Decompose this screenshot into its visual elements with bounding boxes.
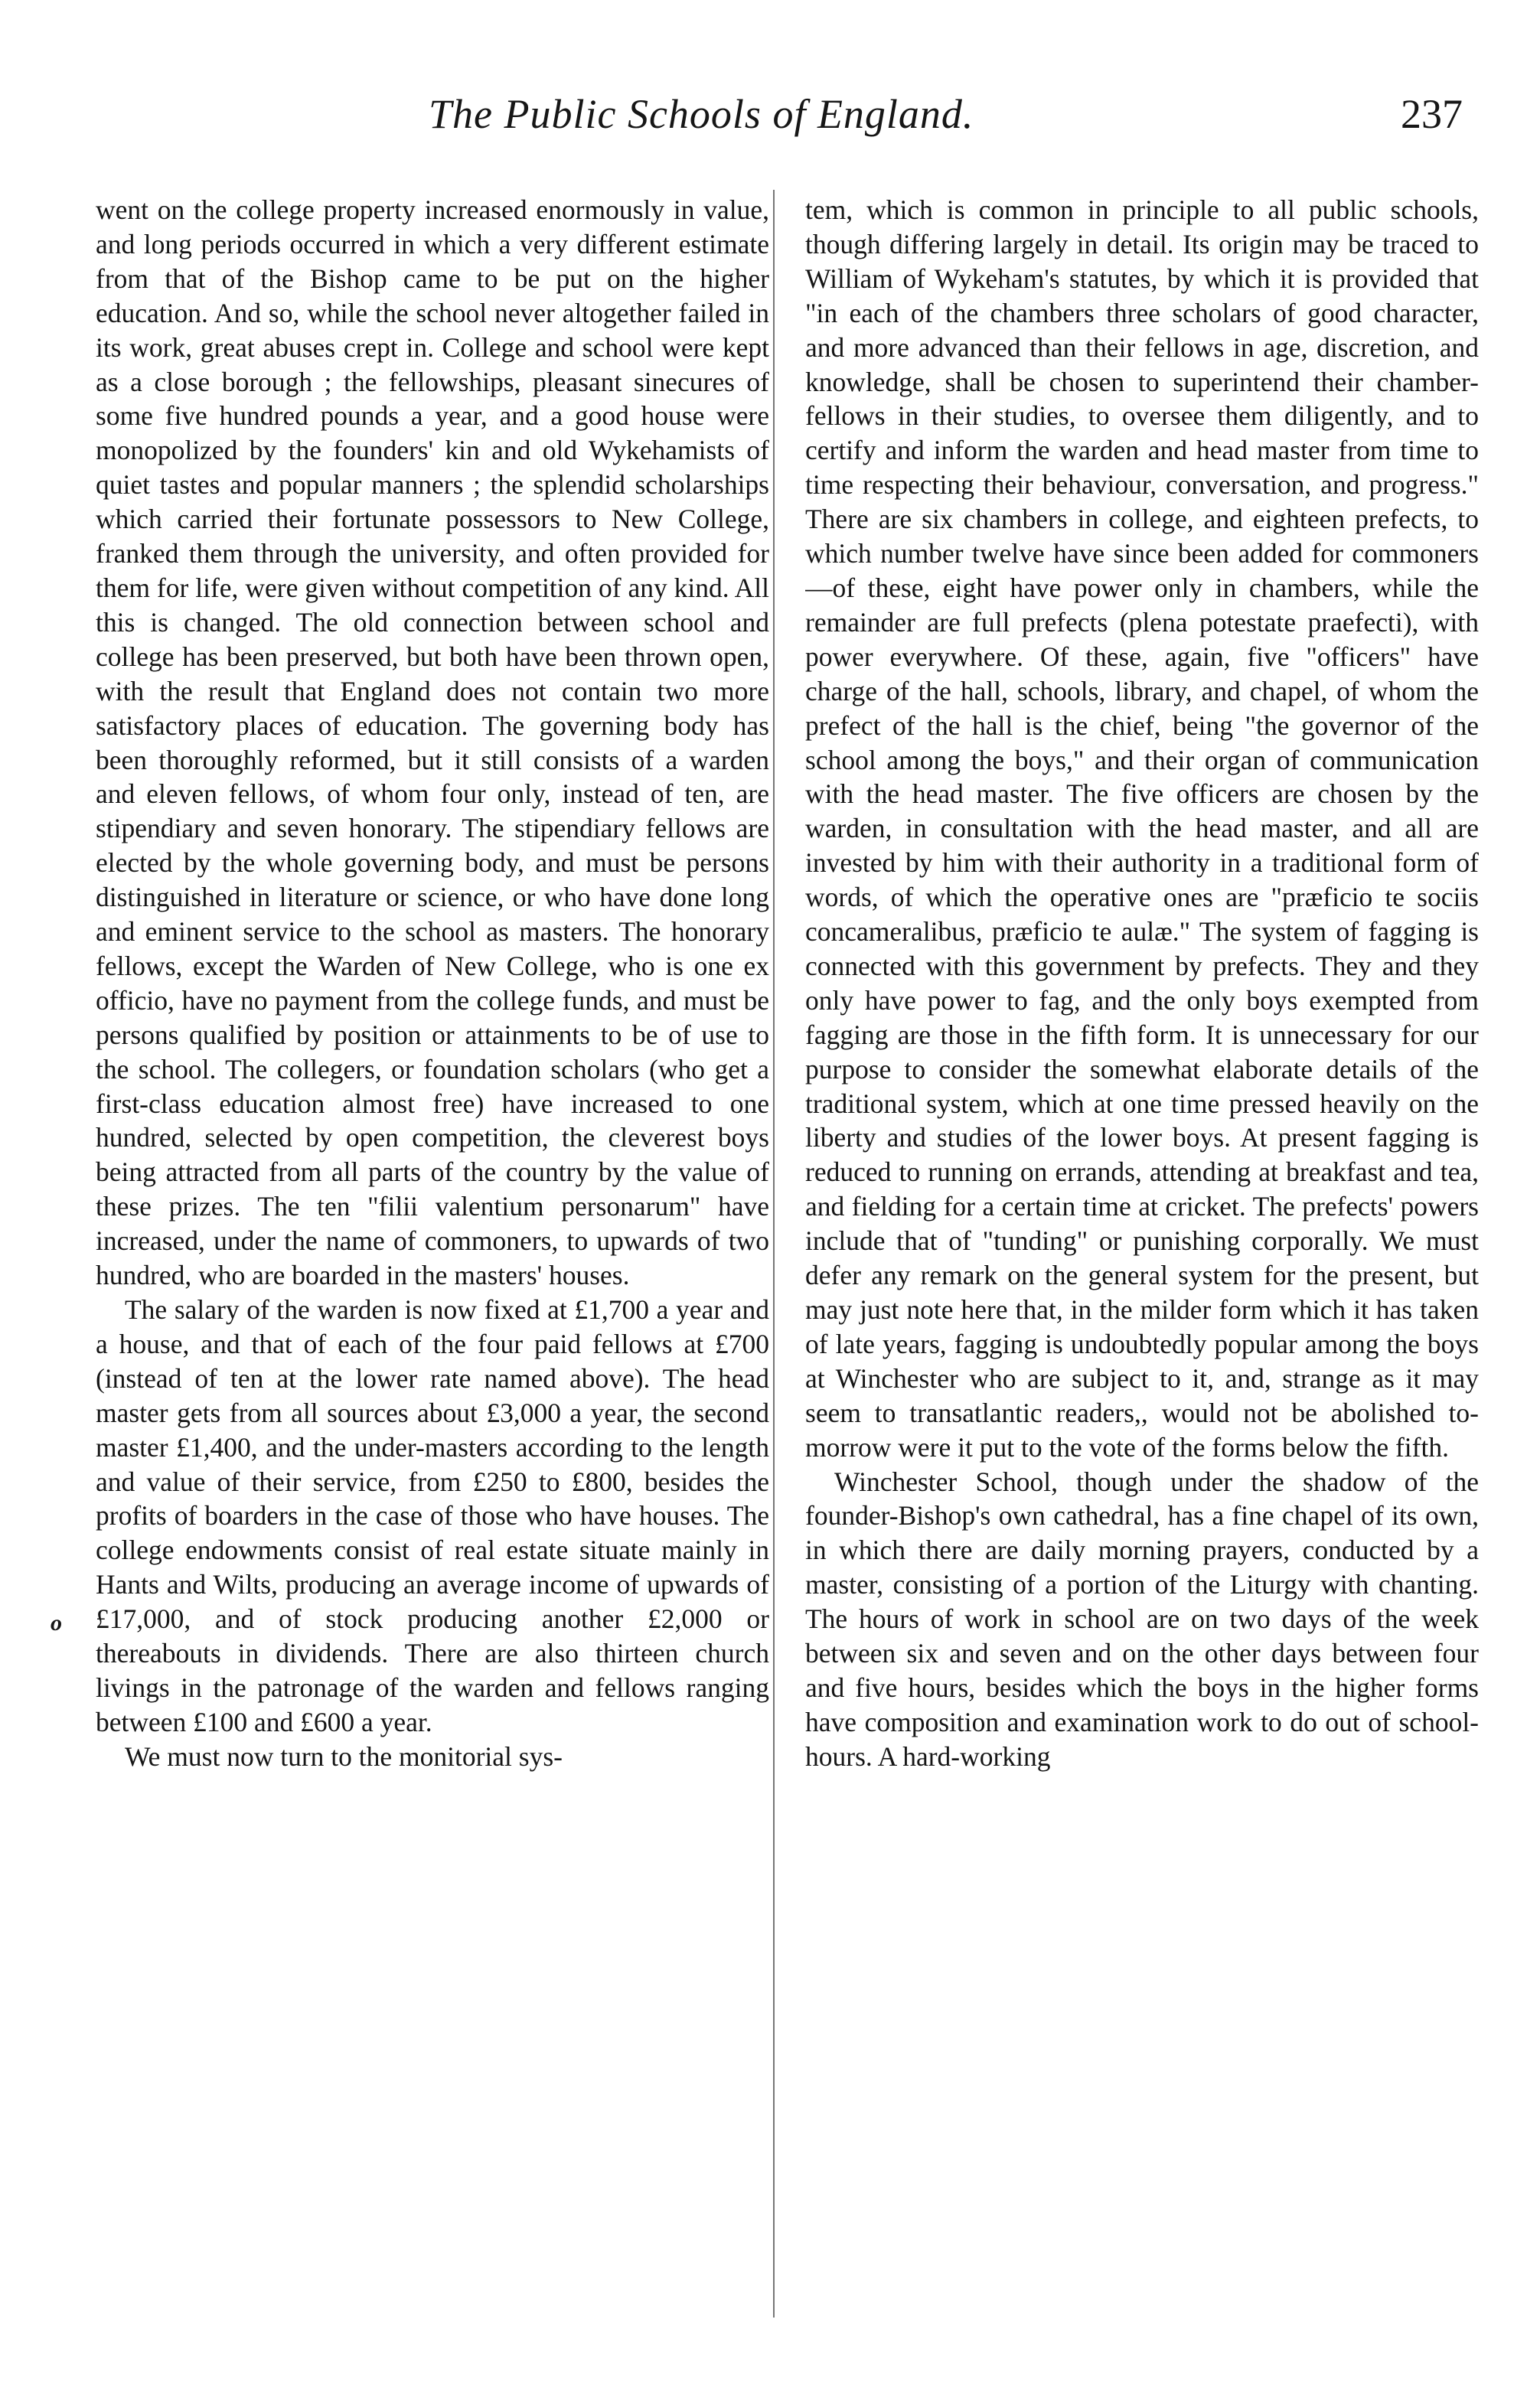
paragraph: Winchester School, though under the shadow of the founder-Bishop's own cathedral, has a fine chapel of its own, in which there are daily morning prayers, conducted by a master, consisting of a portion of the Liturgy with chanting. The hours of work in school are on two days of the week between six and seven and on the other days between four and five hours, besides which the boys in the higher forms have composition and examination work to do out of school-hours. A hard-working	[805, 1466, 1479, 1772]
margin-mark: o	[51, 1610, 62, 1636]
running-title: The Public Schools of England.	[429, 91, 974, 137]
paragraph: tem, which is common in principle to all public schools, though differing largely in detail. Its origin may be traced to William of Wykeham's statutes, by which it is provided that "in each of the chambers three scholars of good character, and more advanced than their fellows in age, discretion, and knowledge, shall be chosen to superintend their chamber-fellows in their studies, to oversee them diligently, and to certify and inform the warden and head master from time to time respecting their behaviour, conversation, and progress." There are six chambers in college, and eighteen prefects, to which number twelve have since been added for commoners—of these, eight have power only in chambers, while the remainder are full prefects (plena potestate praefecti), with power everywhere. Of these, again, five "officers" have charge of the hall, schools, library, and chapel, of whom the prefect of the hall is the chief, being "the governor of the school among the boys," and their organ of communication with the head master. The five officers are chosen by the warden, in consultation with the head master, and all are invested by him with their authority in a traditional form of words, of which the operative ones are "præficio te sociis concameralibus, præficio te aulæ." The system of fagging is connected with this government by prefects. They and they only have power to fag, and the only boys exempted from fagging are those in the fifth form. It is unnecessary for our purpose to consider the somewhat elaborate details of the traditional system, which at one time pressed heavily on the liberty and studies of the lower boys. At present fagging is reduced to running on errands, attending at breakfast and tea, and fielding for a certain time at cricket. The prefects' powers include that of "tunding" or punishing corporally. We must defer any remark on the general system for the present, but may just note here that, in the milder form which it has taken of late years, fagging is undoubtedly popular among the boys at Winchester who are subject to it, and, strange as it may seem to transatlantic readers,, would not be abolished to-morrow were it put to the vote of the forms below the fifth.	[805, 194, 1479, 1463]
paragraph: went on the college property increased enormously in value, and long periods occurred in which a very different estimate from that of the Bishop came to be put on the higher education. And so, while the school never altogether failed in its work, great abuses crept in. College and school were kept as a close borough ; the fellowships, pleasant sinecures of some five hundred pounds a year, and a good house were monopolized by the founders' kin and old Wykehamists of quiet tastes and popular manners ; the splendid scholarships which carried their fortunate possessors to New College, franked them through the university, and often provided for them for life, were given without competition of any kind. All this is changed. The old connection between school and college has been preserved, but both have been thrown open, with the result that England does not contain two more satisfactory places of education. The governing body has been thoroughly reformed, but it still consists of a warden and eleven fellows, of whom four only, instead of ten, are stipendiary and seven honorary. The stipendiary fellows are elected by the whole governing body, and must be persons distinguished in literature or science, or who have done long and eminent service to the school as masters. The honorary fellows, except the Warden of New College, who is one ex officio, have no payment from the college funds, and must be persons qualified by position or attainments to be of use to the school. The collegers, or foundation scholars (who get a first-class education almost free) have increased to one hundred, selected by open competition, the cleverest boys being attracted from all parts of the country by the value of these prizes. The ten "filii valentium personarum" have increased, under the name of commoners, to upwards of two hundred, who are boarded in the masters' houses.	[96, 194, 769, 1291]
page-number: 237	[1401, 91, 1463, 137]
paragraph: We must now turn to the monitorial sys-	[125, 1740, 563, 1772]
right-column	[805, 193, 1479, 2321]
left-column	[96, 193, 769, 2321]
page-header	[0, 90, 1540, 152]
paragraph: The salary of the warden is now fixed at £1,700 a year and a house, and that of each of the four paid fellows at £700 (instead of ten at the lower rate named above). The head master gets from all sources about £3,000 a year, the second master £1,400, and the under-masters according to the length and value of their service, from £250 to £800, besides the profits of boarders in the case of those who have houses. The college endowments consist of real estate situate mainly in Hants and Wilts, producing an average income of upwards of £17,000, and of stock producing another £2,000 or thereabouts in dividends. There are also thirteen church livings in the patronage of the warden and fellows ranging between £100 and £600 a year.	[96, 1294, 769, 1737]
column-divider	[773, 190, 775, 2318]
